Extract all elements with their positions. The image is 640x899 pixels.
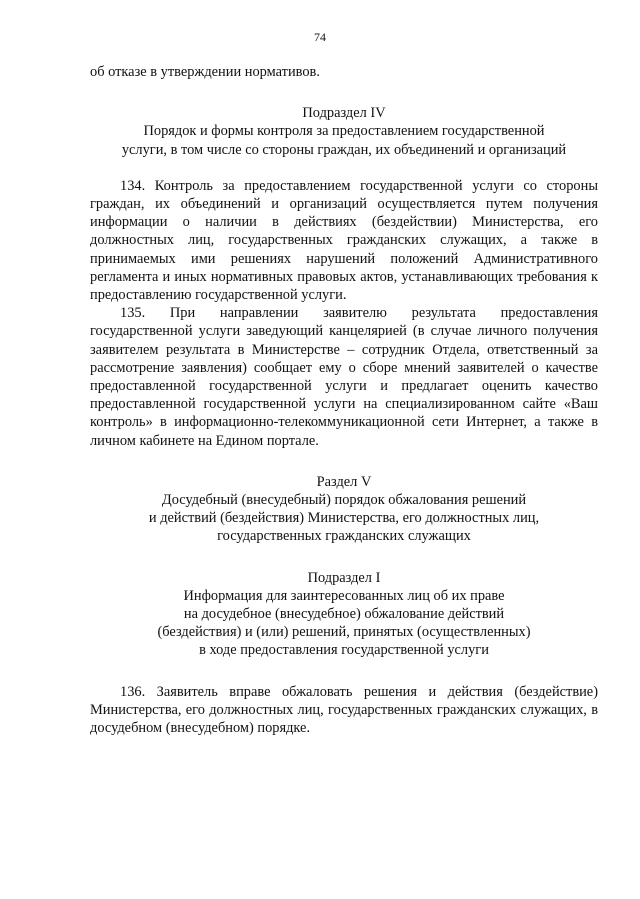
subsection-iv-title-line: услуги, в том числе со стороны граждан, их объединений и организаций: [121, 141, 567, 158]
paragraph-134: 134. Контроль за предоставлением государственной услуги со стороны граждан, их объединений и организаций осуществляется путем получения информации о наличии в действиях (бездействии) Министерства, его должностных лиц, государственных гражданских служащих, а также в принимаемых ими решениях нарушений положений Административного регламента и иных нормативных правовых актов, устанавливающих требования к предоставлению государственной услуги.: [90, 177, 598, 304]
paragraph-135: 135. При направлении заявителю результата предоставления государственной услуги заведующий канцелярией (в случае личного получения заявителем результата в Министерстве – сотрудник Отдела, ответственный за рассмотрение заявления) сообщает ему о сборе мнений заявителей о качестве предоставленной государственной услуги и предлагает оценить качество предоставленной государственной услуги на специализированном сайте «Ваш контроль» в информационно-телекоммуникационной сети Интернет, а также в личном кабинете на Едином портале.: [90, 305, 598, 449]
subsection-i-title-line: (бездействия) и (или) решений, принятых (осуществленных): [157, 624, 531, 641]
subsection-iv-heading: [90, 104, 598, 159]
subsection-i-label: Подраздел I: [307, 569, 381, 586]
subsection-i-title-line: на досудебное (внесудебное) обжалование действий: [183, 606, 505, 623]
subsection-i-title-line: в ходе предоставления государственной услуги: [199, 642, 489, 659]
section-v-title-line: Досудебный (внесудебный) порядок обжалования решений: [161, 492, 527, 509]
intro-text: об отказе в утверждении нормативов.: [90, 64, 320, 80]
subsection-i-title-line: Информация для заинтересованных лиц об их праве: [183, 587, 505, 604]
section-v-label: Раздел V: [316, 473, 372, 490]
section-v-title-line: и действий (бездействия) Министерства, его должностных лиц,: [148, 510, 540, 527]
subsection-iv-title-line: Порядок и формы контроля за предоставлением государственной: [143, 123, 545, 140]
paragraph-136: 136. Заявитель вправе обжаловать решения и действия (бездействие) Министерства, его должностных лиц, государственных гражданских служащих, в досудебном (внесудебном) порядке.: [90, 683, 598, 737]
page-number: 74: [314, 30, 326, 44]
section-v-heading: [90, 473, 598, 546]
subsection-i-heading: [90, 569, 598, 660]
document-body: [90, 63, 598, 737]
section-v-title-line: государственных гражданских служащих: [217, 528, 471, 545]
subsection-iv-label: Подраздел IV: [302, 105, 386, 122]
